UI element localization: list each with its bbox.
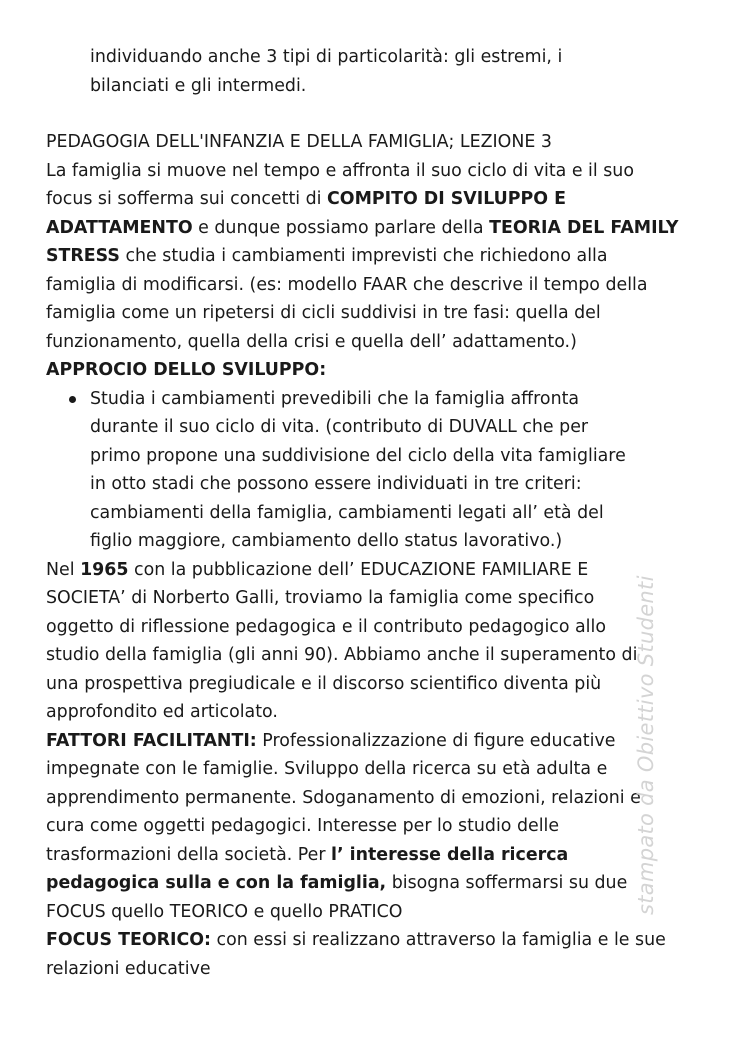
text-line: famiglia di modificarsi. (es: modello FAAR che descrive il tempo della — [46, 274, 648, 295]
bold-term: STRESS — [46, 246, 120, 266]
text-span: con la pubblicazione dell’ EDUCAZIONE FAMILIARE E — [128, 559, 589, 580]
text-line: una prospettiva pregiudicale e il discorso scientifico diventa più — [46, 673, 602, 694]
bold-term: FATTORI FACILITANTI: — [46, 730, 257, 751]
lesson-heading: PEDAGOGIA DELL'INFANZIA E DELLA FAMIGLIA; LEZIONE 3 — [46, 132, 552, 152]
text-line — [46, 926, 710, 955]
text-line: studio della famiglia (gli anni 90). Abbiamo anche il superamento di — [46, 645, 638, 665]
text-line — [46, 242, 710, 271]
text-span: che studia i cambiamenti imprevisti che richiedono alla — [119, 246, 608, 266]
bullet-text — [90, 385, 710, 556]
text-line: durante il suo ciclo di vita. (contributo di DUVALL che per — [90, 417, 589, 437]
text-span: con essi si realizzano attraverso la famiglia e le sue — [211, 930, 666, 950]
paragraph-gap — [46, 100, 710, 128]
text-line: bilanciati e gli intermedi. — [90, 75, 307, 96]
bullet-icon — [46, 385, 90, 556]
factors-paragraph — [46, 727, 710, 927]
text-line: Studia i cambiamenti prevedibili che la famiglia affronta — [90, 388, 580, 409]
text-line: cura come oggetti pedagogici. Interesse per lo studio delle — [46, 816, 560, 836]
bold-term: TEORIA DEL FAMILY — [489, 217, 679, 238]
text-line: oggetto di riflessione pedagogica e il contributo pedagogico allo — [46, 616, 606, 637]
text-line — [46, 841, 710, 870]
watermark: stampato da Obiettivo Studenti — [634, 575, 658, 915]
theory-focus-paragraph — [46, 926, 710, 983]
text-span: Nel — [46, 559, 81, 580]
text-line: relazioni educative — [46, 958, 211, 979]
text-line — [46, 185, 710, 214]
text-span: focus si sofferma sui concetti di — [46, 189, 328, 209]
bold-term: FOCUS TEORICO: — [46, 930, 212, 950]
bold-term: 1965 — [80, 559, 129, 580]
text-line: figlio maggiore, cambiamento dello status lavorativo.) — [90, 531, 563, 551]
section-title — [46, 356, 710, 385]
text-line: SOCIETA’ di Norberto Galli, troviamo la famiglia come specifico — [46, 588, 595, 608]
bold-term: ADATTAMENTO — [46, 217, 193, 238]
text-line: famiglia come un ripetersi di cicli suddivisi in tre fasi: quella del — [46, 303, 601, 323]
text-line: apprendimento permanente. Sdoganamento di emozioni, relazioni e — [46, 787, 641, 808]
bold-term: COMPITO DI SVILUPPO E — [327, 189, 567, 209]
text-line: La famiglia si muove nel tempo e affronta il suo ciclo di vita e il suo — [46, 160, 634, 181]
text-line — [46, 214, 710, 243]
text-line: cambiamenti della famiglia, cambiamenti legati all’ età del — [90, 502, 604, 523]
text-line: FOCUS quello TEORICO e quello PRATICO — [46, 901, 403, 922]
document-page — [46, 43, 710, 983]
text-span: bisogna soffermarsi su due — [386, 873, 628, 893]
family-cycle-paragraph — [46, 157, 710, 357]
text-line: impegnate con le famiglie. Sviluppo della ricerca su età adulta e — [46, 759, 608, 779]
text-span: trasformazioni della società. Per — [46, 844, 332, 865]
text-span: e dunque possiamo parlare della — [192, 217, 490, 238]
text-line — [46, 869, 710, 898]
bullet-list-item — [46, 385, 710, 556]
text-line: primo propone una suddivisione del ciclo della vita famigliare — [90, 445, 626, 466]
intro-paragraph — [46, 43, 710, 100]
bold-term: pedagogica sulla e con la famiglia, — [46, 873, 387, 893]
bold-term: APPROCIO DELLO SVILUPPO: — [46, 360, 327, 380]
text-line: in otto stadi che possono essere individuati in tre criteri: — [90, 474, 582, 494]
text-line — [46, 556, 710, 585]
galli-paragraph — [46, 556, 710, 727]
bold-term: l’ interesse della ricerca — [331, 844, 569, 865]
text-line: funzionamento, quella della crisi e quella dell’ adattamento.) — [46, 331, 577, 352]
text-span: Professionalizzazione di figure educative — [256, 730, 616, 751]
text-line — [46, 727, 710, 756]
text-line: individuando anche 3 tipi di particolarità: gli estremi, i — [90, 47, 563, 67]
text-line: approfondito ed articolato. — [46, 702, 278, 722]
